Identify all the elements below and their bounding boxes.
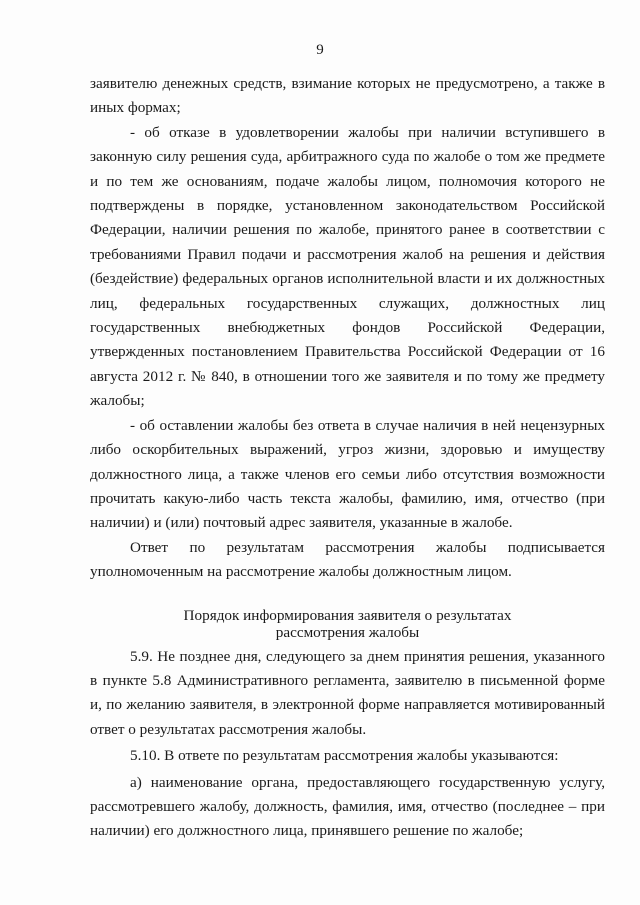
section-heading [90,607,605,641]
paragraph-5-10: 5.10. В ответе по результатам рассмотрения жалобы указываются: [130,747,559,765]
paragraph-continuation: заявителю денежных средств, взимание которых не предусмотрено, а также в иных формах; [90,75,605,117]
paragraph-item-a: а) наименование органа, предоставляющего государственную услугу, рассмотревшего жалобу, должность, фамилия, имя, отчество (последнее – при наличии) его должностного лица, принявшего решение по жалобе; [90,773,605,840]
paragraph-signature: Ответ по результатам рассмотрения жалобы подписывается уполномоченным на рассмотрение жалобы должностным лицом. [90,538,605,581]
document-body [90,72,605,844]
paragraph-no-answer: - об оставлении жалобы без ответа в случае наличия в ней нецензурных либо оскорбительных выражений, угроз жизни, здоровью и имуществу должностного лица, а также членов его семьи либо отсутствия возможности прочитать какую-либо часть текста жалобы, фамилию, имя, отчество (при наличии) и (или) почтовый адрес заявителя, указанные в жалобе. [90,416,605,532]
section-heading-line-1: Порядок информирования заявителя о результатах [183,606,512,624]
section-heading-line-2: рассмотрения жалобы [275,623,420,641]
paragraph-refusal: - об отказе в удовлетворении жалобы при наличии вступившего в законную силу решения суда, арбитражного суда по жалобе о том же предмете и по тем же основаниям, подаче жалобы лицом, полномочия которого не подтверждены в порядке, установленном законодательством Российской Федерации, наличии решения по жалобе, принятого ранее в соответствии с требованиями Правил подачи и рассмотрения жалоб на решения и действия (бездействие) федеральных органов исполнительной власти и их должностных лиц, федеральных государственных служащих, должностных лиц государственных внебюджетных фондов Российской Федерации, утвержденных постановлением Правительства Российской Федерации от 16 августа 2012 г. № 840, в отношении того же заявителя и по тому же предмету жалобы; [90,123,605,410]
paragraph-5-9: 5.9. Не позднее дня, следующего за днем принятия решения, указанного в пункте 5.8 Административного регламента, заявителю в письменной форме и, по желанию заявителя, в электронной форме направляется мотивированный ответ о результатах рассмотрения жалобы. [90,647,605,738]
page-number: 9 [316,42,324,58]
